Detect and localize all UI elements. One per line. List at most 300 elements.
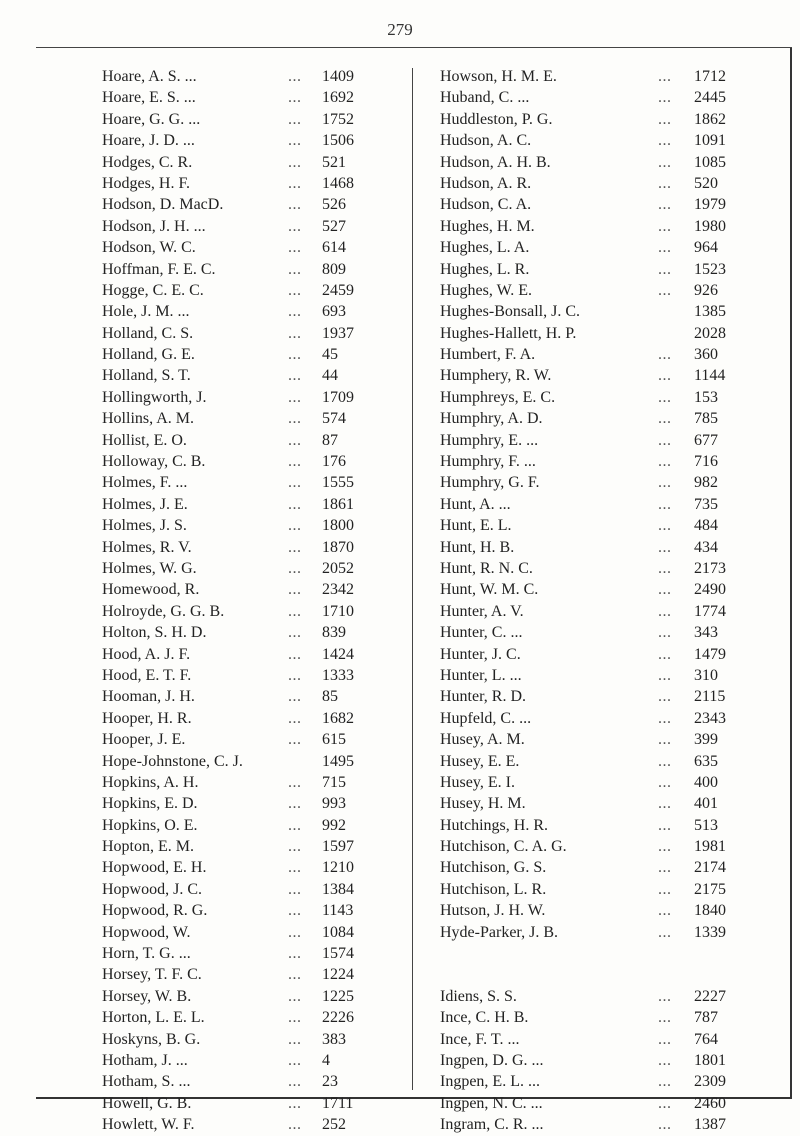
index-entry: [440, 879, 772, 900]
index-entry: [102, 472, 398, 493]
entry-number: 1861: [322, 495, 354, 513]
index-entry: [102, 130, 398, 151]
entry-name: Humphry, E. ...: [440, 431, 539, 449]
leader-dots: ...: [288, 987, 302, 1005]
leader-dots: ...: [658, 1030, 672, 1048]
entry-number: 1555: [322, 474, 354, 492]
leader-dots: ...: [658, 859, 672, 877]
entry-number: 716: [694, 453, 718, 471]
entry-number: 1800: [322, 517, 354, 535]
entry-number: 1210: [322, 859, 354, 877]
entry-name: Hutchison, C. A. G.: [440, 838, 567, 856]
index-entry: [440, 152, 772, 173]
entry-name: Hupfeld, C. ...: [440, 709, 532, 727]
entry-number: 926: [694, 281, 718, 299]
entry-name: Hollingworth, J.: [102, 388, 207, 406]
entry-name: Hunt, W. M. C.: [440, 581, 539, 599]
leader-dots: ...: [658, 132, 672, 150]
entry-number: 693: [322, 303, 346, 321]
entry-number: 1468: [322, 174, 354, 192]
entry-number: 993: [322, 795, 346, 813]
index-entry: [102, 344, 398, 365]
entry-number: 1774: [694, 602, 726, 620]
entry-number: 23: [322, 1073, 338, 1091]
entry-number: 964: [694, 239, 718, 257]
index-entry: [440, 109, 772, 130]
leader-dots: ...: [658, 281, 672, 299]
entry-number: 1711: [322, 1094, 354, 1112]
index-entry: [102, 280, 398, 301]
entry-name: Howson, H. M. E.: [440, 68, 557, 85]
index-entry: [440, 622, 772, 643]
index-entry: [440, 472, 772, 493]
entry-name: Hunt, A. ...: [440, 495, 511, 513]
entry-number: 1840: [694, 902, 726, 920]
entry-number: 785: [694, 410, 718, 428]
index-entry: [440, 515, 772, 536]
entry-number: 1385: [694, 303, 726, 321]
entry-name: Hopwood, J. C.: [102, 880, 203, 898]
entry-name: Hollins, A. M.: [102, 410, 195, 428]
entry-number: 521: [322, 153, 346, 171]
entry-name: Holmes, R. V.: [102, 538, 192, 556]
leader-dots: ...: [288, 709, 302, 727]
leader-dots: ...: [288, 517, 302, 535]
entry-number: 434: [694, 538, 718, 556]
entry-number: 1682: [322, 709, 354, 727]
leader-dots: ...: [658, 731, 672, 749]
leader-dots: ...: [658, 1094, 672, 1112]
leader-dots: ...: [288, 1116, 302, 1134]
leader-dots: ...: [658, 709, 672, 727]
leader-dots: ...: [288, 795, 302, 813]
leader-dots: ...: [288, 110, 302, 128]
index-entry: [102, 1071, 398, 1092]
entry-number: 2490: [694, 581, 726, 599]
entry-name: Holland, C. S.: [102, 324, 194, 342]
entry-name: Hodges, H. F.: [102, 174, 191, 192]
leader-dots: ...: [288, 260, 302, 278]
leader-dots: ...: [658, 902, 672, 920]
index-entry: [440, 751, 772, 772]
index-entry: [440, 644, 772, 665]
leader-dots: ...: [658, 795, 672, 813]
leader-dots: ...: [658, 538, 672, 556]
entry-number: 1424: [322, 645, 354, 663]
entry-number: 1870: [322, 538, 354, 556]
entry-name: Hooper, J. E.: [102, 731, 186, 749]
entry-number: 1409: [322, 68, 354, 85]
leader-dots: ...: [658, 89, 672, 107]
entry-name: Homewood, R.: [102, 581, 200, 599]
leader-dots: ...: [288, 602, 302, 620]
index-entry: [440, 408, 772, 429]
entry-number: 399: [694, 731, 718, 749]
entry-name: Hogge, C. E. C.: [102, 281, 204, 299]
index-entry: [102, 66, 398, 87]
entry-name: Howell, G. B.: [102, 1094, 192, 1112]
entry-name: Hooper, H. R.: [102, 709, 192, 727]
index-entry: [102, 194, 398, 215]
entry-number: 360: [694, 346, 718, 364]
leader-dots: ...: [658, 196, 672, 214]
leader-dots: ...: [288, 816, 302, 834]
leader-dots: ...: [288, 89, 302, 107]
leader-dots: ...: [658, 431, 672, 449]
leader-dots: ...: [288, 1094, 302, 1112]
index-entry: [102, 900, 398, 921]
entry-name: Hunt, E. L.: [440, 517, 512, 535]
leader-dots: ...: [288, 666, 302, 684]
entry-name: Ince, C. H. B.: [440, 1009, 529, 1027]
entry-name: Hunter, R. D.: [440, 688, 527, 706]
entry-name: Hopton, E. M.: [102, 838, 194, 856]
leader-dots: ...: [288, 731, 302, 749]
leader-dots: ...: [288, 153, 302, 171]
index-entry: [440, 836, 772, 857]
index-entry: [440, 793, 772, 814]
index-entry: [440, 216, 772, 237]
leader-dots: ...: [288, 859, 302, 877]
leader-dots: ...: [288, 923, 302, 941]
leader-dots: ...: [288, 688, 302, 706]
index-entry: [440, 87, 772, 108]
index-entry: [102, 579, 398, 600]
leader-dots: ...: [658, 816, 672, 834]
entry-number: 614: [322, 239, 346, 257]
leader-dots: ...: [288, 431, 302, 449]
index-entry: [440, 173, 772, 194]
index-entry: [440, 237, 772, 258]
leader-dots: ...: [658, 1051, 672, 1069]
entry-number: 2173: [694, 559, 726, 577]
index-entry: [102, 622, 398, 643]
leader-dots: ...: [288, 538, 302, 556]
entry-name: Hood, E. T. F.: [102, 666, 192, 684]
entry-name: Hughes-Hallett, H. P.: [440, 324, 577, 342]
index-entry: [440, 365, 772, 386]
index-entry: [102, 729, 398, 750]
entry-name: Husey, E. I.: [440, 773, 515, 791]
index-entry: [102, 686, 398, 707]
index-entry: [440, 451, 772, 472]
entry-number: 2445: [694, 89, 726, 107]
leader-dots: ...: [658, 666, 672, 684]
index-entry: [102, 259, 398, 280]
index-entry: [440, 66, 772, 87]
entry-name: Horton, L. E. L.: [102, 1009, 205, 1027]
entry-number: 2028: [694, 324, 726, 342]
leader-dots: ...: [658, 559, 672, 577]
entry-number: 527: [322, 217, 346, 235]
leader-dots: ...: [658, 773, 672, 791]
entry-number: 1692: [322, 89, 354, 107]
entry-name: Ingram, C. R. ...: [440, 1116, 544, 1134]
index-entry: [102, 173, 398, 194]
leader-dots: ...: [658, 1116, 672, 1134]
entry-name: Horn, T. G. ...: [102, 945, 191, 963]
entry-name: Hyde-Parker, J. B.: [440, 923, 558, 941]
entry-number: 1384: [322, 880, 354, 898]
index-entry: [440, 387, 772, 408]
leader-dots: ...: [288, 239, 302, 257]
entry-name: Ingpen, D. G. ...: [440, 1051, 544, 1069]
index-entry: [440, 857, 772, 878]
entry-number: 2227: [694, 987, 726, 1005]
index-entry: [102, 1114, 398, 1135]
index-entry: [102, 515, 398, 536]
entry-number: 2460: [694, 1094, 726, 1112]
leader-dots: ...: [658, 68, 672, 85]
leader-dots: ...: [658, 752, 672, 770]
index-entry: [102, 387, 398, 408]
index-entry: [440, 601, 772, 622]
index-entry: [102, 1029, 398, 1050]
index-entry: [102, 751, 398, 772]
index-entry: [102, 1007, 398, 1028]
index-entry: [102, 793, 398, 814]
entry-name: Hodson, W. C.: [102, 239, 196, 257]
entry-number: 1339: [694, 923, 726, 941]
entry-number: 1712: [694, 68, 726, 85]
leader-dots: ...: [658, 367, 672, 385]
entry-number: 401: [694, 795, 718, 813]
entry-name: Hughes, L. R.: [440, 260, 530, 278]
page-number: 279: [387, 20, 413, 39]
entry-name: Holroyde, G. G. B.: [102, 602, 225, 620]
leader-dots: ...: [288, 1009, 302, 1027]
index-entry: [102, 216, 398, 237]
entry-number: 574: [322, 410, 346, 428]
entry-name: Idiens, S. S.: [440, 987, 517, 1005]
index-entry: [440, 686, 772, 707]
entry-name: Howlett, W. F.: [102, 1116, 195, 1134]
entry-name: Humphreys, E. C.: [440, 388, 556, 406]
index-entry: [440, 729, 772, 750]
entry-name: Holmes, F. ...: [102, 474, 188, 492]
entry-number: 1506: [322, 132, 354, 150]
entry-name: Huddleston, P. G.: [440, 110, 553, 128]
index-entry: [102, 964, 398, 985]
leader-dots: ...: [658, 410, 672, 428]
index-entry: [102, 87, 398, 108]
entry-number: 1144: [694, 367, 726, 385]
entry-name: Hood, A. J. F.: [102, 645, 191, 663]
leader-dots: ...: [288, 132, 302, 150]
leader-dots: ...: [288, 880, 302, 898]
index-entry: [440, 815, 772, 836]
index-entry: [102, 1050, 398, 1071]
entry-name: Hopkins, O. E.: [102, 816, 198, 834]
entry-name: Hughes, W. E.: [440, 281, 532, 299]
column-divider: [412, 68, 413, 1090]
index-entry: [102, 1093, 398, 1114]
index-entry: [440, 708, 772, 729]
leader-dots: ...: [288, 645, 302, 663]
index-entry: [102, 943, 398, 964]
leader-dots: ...: [658, 602, 672, 620]
entry-name: Holland, S. T.: [102, 367, 191, 385]
index-entry: [440, 537, 772, 558]
entry-number: 1710: [322, 602, 354, 620]
entry-number: 2459: [322, 281, 354, 299]
leader-dots: ...: [288, 773, 302, 791]
entry-number: 2342: [322, 581, 354, 599]
index-entry: [440, 1050, 772, 1071]
entry-number: 715: [322, 773, 346, 791]
entry-name: Hudson, C. A.: [440, 196, 532, 214]
entry-number: 176: [322, 453, 346, 471]
entry-name: Hoare, J. D. ...: [102, 132, 195, 150]
entry-name: Hughes, L. A.: [440, 239, 530, 257]
entry-name: Hotham, S. ...: [102, 1073, 191, 1091]
entry-name: Hudson, A. H. B.: [440, 153, 551, 171]
index-entry: [102, 836, 398, 857]
index-entry: [440, 900, 772, 921]
entry-number: 1801: [694, 1051, 726, 1069]
leader-dots: ...: [658, 260, 672, 278]
leader-dots: ...: [288, 559, 302, 577]
index-entry: [440, 323, 772, 344]
leader-dots: ...: [288, 474, 302, 492]
leader-dots: ...: [658, 388, 672, 406]
entry-name: Hoare, E. S. ...: [102, 89, 196, 107]
entry-name: Hutchison, G. S.: [440, 859, 547, 877]
entry-number: 2052: [322, 559, 354, 577]
index-entry: [440, 1071, 772, 1092]
index-entry: [102, 644, 398, 665]
entry-number: 1981: [694, 838, 726, 856]
index-entry: [102, 408, 398, 429]
leader-dots: ...: [288, 1030, 302, 1048]
leader-dots: ...: [658, 174, 672, 192]
section-gap: [440, 943, 772, 964]
entry-name: Huband, C. ...: [440, 89, 530, 107]
entry-number: 764: [694, 1030, 718, 1048]
index-entry: [102, 922, 398, 943]
entry-name: Hoffman, F. E. C.: [102, 260, 216, 278]
entry-number: 526: [322, 196, 346, 214]
entry-name: Husey, E. E.: [440, 752, 520, 770]
leader-dots: ...: [288, 453, 302, 471]
entry-name: Hollist, E. O.: [102, 431, 187, 449]
entry-number: 615: [322, 731, 346, 749]
entry-name: Ingpen, N. C. ...: [440, 1094, 543, 1112]
entry-name: Hopkins, E. D.: [102, 795, 198, 813]
entry-number: 2343: [694, 709, 726, 727]
entry-name: Hopwood, E. H.: [102, 859, 207, 877]
entry-number: 383: [322, 1030, 346, 1048]
leader-dots: ...: [658, 1073, 672, 1091]
index-entry: [102, 857, 398, 878]
entry-name: Hunter, C. ...: [440, 624, 523, 642]
leader-dots: ...: [658, 474, 672, 492]
left-index-column: [102, 66, 398, 1136]
entry-number: 1224: [322, 966, 354, 984]
entry-name: Hutson, J. H. W.: [440, 902, 546, 920]
index-entry: [440, 301, 772, 322]
entry-name: Holmes, J. E.: [102, 495, 188, 513]
entry-number: 513: [694, 816, 718, 834]
entry-number: 153: [694, 388, 718, 406]
leader-dots: ...: [658, 838, 672, 856]
leader-dots: ...: [288, 281, 302, 299]
entry-name: Hunter, A. V.: [440, 602, 524, 620]
index-entry: [440, 1007, 772, 1028]
entry-name: Hope-Johnstone, C. J.: [102, 752, 243, 770]
entry-name: Holloway, C. B.: [102, 453, 206, 471]
index-entry: [102, 451, 398, 472]
leader-dots: ...: [288, 303, 302, 321]
leader-dots: ...: [288, 838, 302, 856]
entry-name: Holton, S. H. D.: [102, 624, 207, 642]
leader-dots: ...: [658, 624, 672, 642]
entry-name: Hughes, H. M.: [440, 217, 535, 235]
index-entry: [440, 665, 772, 686]
leader-dots: ...: [288, 902, 302, 920]
leader-dots: ...: [288, 196, 302, 214]
leader-dots: ...: [288, 367, 302, 385]
leader-dots: ...: [288, 945, 302, 963]
entry-number: 635: [694, 752, 718, 770]
leader-dots: ...: [658, 581, 672, 599]
entry-number: 2309: [694, 1073, 726, 1091]
leader-dots: ...: [288, 624, 302, 642]
index-entry: [102, 986, 398, 1007]
entry-name: Husey, H. M.: [440, 795, 526, 813]
entry-number: 1937: [322, 324, 354, 342]
leader-dots: ...: [658, 453, 672, 471]
entry-number: 839: [322, 624, 346, 642]
leader-dots: ...: [658, 987, 672, 1005]
entry-name: Ingpen, E. L. ...: [440, 1073, 540, 1091]
entry-number: 1143: [322, 902, 354, 920]
entry-name: Ince, F. T. ...: [440, 1030, 520, 1048]
entry-number: 1091: [694, 132, 726, 150]
entry-name: Hodson, J. H. ...: [102, 217, 206, 235]
index-entry: [102, 601, 398, 622]
entry-name: Hoskyns, B. G.: [102, 1030, 201, 1048]
entry-number: 1709: [322, 388, 354, 406]
leader-dots: ...: [658, 645, 672, 663]
entry-number: 44: [322, 367, 338, 385]
entry-name: Hotham, J. ...: [102, 1051, 188, 1069]
leader-dots: ...: [288, 581, 302, 599]
entry-name: Horsey, T. F. C.: [102, 966, 202, 984]
leader-dots: ...: [658, 110, 672, 128]
entry-name: Hutchison, L. R.: [440, 880, 547, 898]
entry-number: 1333: [322, 666, 354, 684]
index-entry: [102, 815, 398, 836]
entry-number: 45: [322, 346, 338, 364]
entry-name: Hutchings, H. R.: [440, 816, 548, 834]
index-entry: [440, 259, 772, 280]
index-entry: [102, 537, 398, 558]
entry-number: 520: [694, 174, 718, 192]
entry-number: 992: [322, 816, 346, 834]
index-entry: [102, 494, 398, 515]
entry-number: 735: [694, 495, 718, 513]
leader-dots: ...: [658, 346, 672, 364]
index-entry: [102, 323, 398, 344]
index-entry: [440, 1093, 772, 1114]
index-entry: [440, 430, 772, 451]
entry-number: 1523: [694, 260, 726, 278]
entry-name: Humphery, R. W.: [440, 367, 552, 385]
entry-name: Hooman, J. H.: [102, 688, 195, 706]
index-entry: [102, 879, 398, 900]
entry-name: Hunt, H. B.: [440, 538, 515, 556]
